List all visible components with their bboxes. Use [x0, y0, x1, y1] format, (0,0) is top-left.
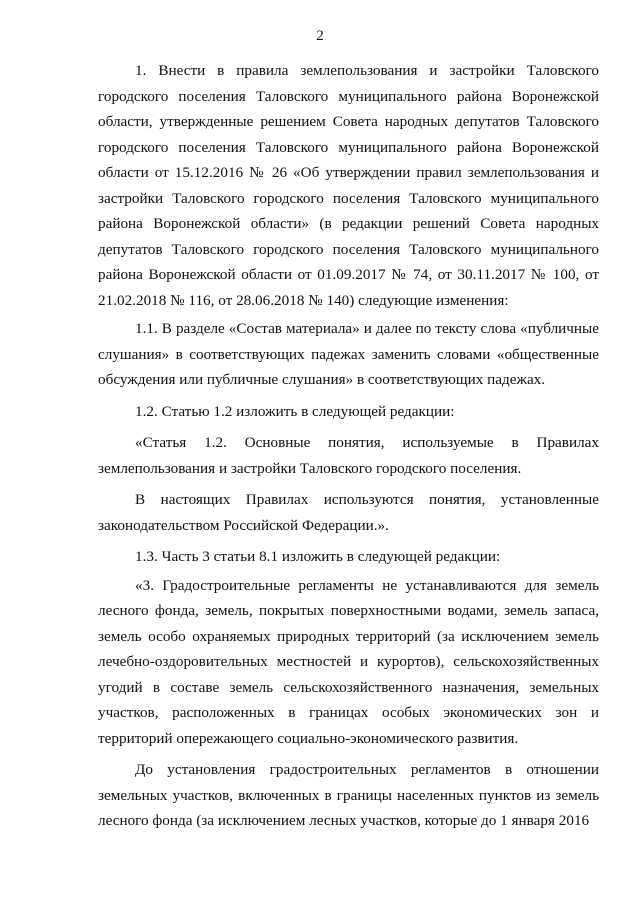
- paragraph-part-3: «3. Градостроительные регламенты не устанавливаются для земель лесного фонда, земель, покрытых поверхностными водами, земель запаса, земель особо охраняемых природных территорий (за исключением земель лечебно-оздоровительных местностей и курортов), сельскохозяйственных угодий в составе земель сельскохозяйственного назначения, земельных участков, расположенных в границах особых экономических зон и территорий опережающего социально-экономического развития.: [98, 576, 599, 747]
- page-number: 2: [316, 28, 324, 44]
- paragraph-until-establishment: До установления градостроительных регламентов в отношении земельных участков, включенных в границы населенных пунктов из земель лесного фонда (за исключением лесных участков, которые до 1 января 2016: [98, 761, 599, 829]
- paragraph-definitions: В настоящих Правилах используются понятия, установленные законодательством Российской Федерации.».: [98, 491, 599, 534]
- document-body: [98, 58, 599, 834]
- paragraph-1-3: 1.3. Часть 3 статьи 8.1 изложить в следующей редакции:: [135, 548, 501, 565]
- paragraph-1-2: 1.2. Статью 1.2 изложить в следующей редакции:: [135, 402, 455, 420]
- paragraph-article-1-2: «Статья 1.2. Основные понятия, используемые в Правилах землепользования и застройки Таловского городского поселения.: [98, 434, 599, 477]
- paragraph-1-1: 1.1. В разделе «Состав материала» и далее по тексту слова «публичные слушания» в соответствующих падежах заменить словами «общественные обсуждения или публичные слушания» в соответствующих падежах.: [98, 320, 599, 388]
- paragraph-1: 1. Внести в правила землепользования и застройки Таловского городского поселения Таловского муниципального района Воронежской области, утвержденные решением Совета народных депутатов Таловского городского поселения Таловского муниципального района Воронежской области от 15.12.2016 № 26 «Об утверждении правил землепользования и застройки Таловского городского поселения Таловского муниципального района Воронежской области» (в редакции решений Совета народных депутатов Таловского городского поселения Таловского муниципального района Воронежской области от 01.09.2017 № 74, от 30.11.2017 № 100, от 21.02.2018 № 116, от 28.06.2018 № 140) следующие изменения:: [98, 62, 599, 309]
